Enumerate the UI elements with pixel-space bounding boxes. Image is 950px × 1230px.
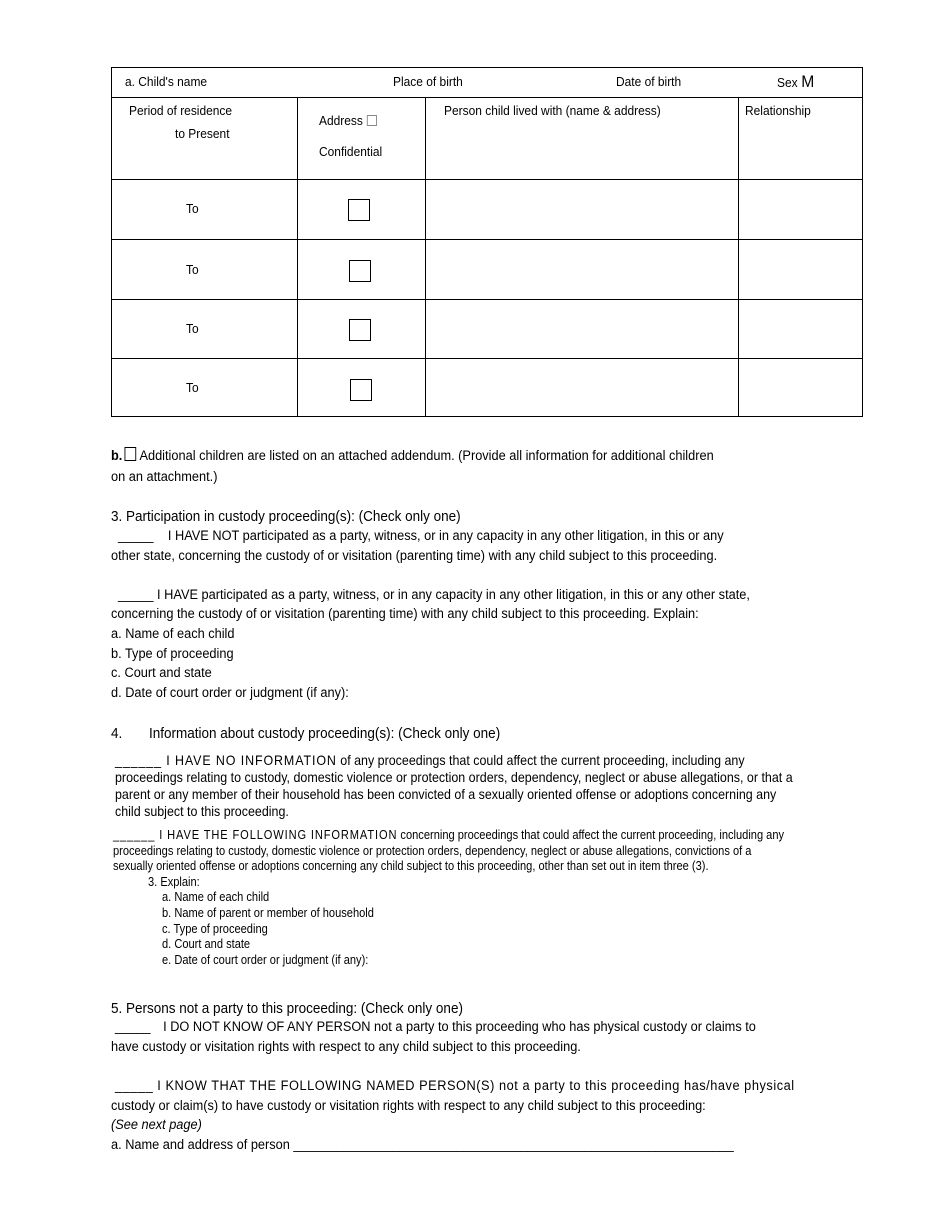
checkbox-icon <box>367 115 377 126</box>
confidential-label: Confidential <box>319 144 383 159</box>
see-next-page-note: (See next page) <box>111 1117 202 1133</box>
section-3-option-2: _____ I HAVE participated as a party, witness, or in any capacity in any other litigation, in this or any other state, <box>118 587 750 603</box>
table-divider <box>297 97 298 416</box>
no-information-lead: ______ I HAVE NO INFORMATION <box>115 752 337 768</box>
not-participated-blank[interactable]: _____ <box>118 528 154 544</box>
following-information-text: concerning proceedings that could affect the current proceeding, including any <box>397 828 785 842</box>
section-3-option-1 <box>118 527 724 547</box>
place-of-birth-label: Place of birth <box>393 74 463 89</box>
table-divider <box>112 299 862 300</box>
section-5-option-1-line2: have custody or visitation rights with respect to any child subject to this proceeding. <box>111 1039 581 1055</box>
section-4-option-1-line: proceedings relating to custody, domestic violence or protection orders, dependency, neglect or abuse allegations, or that a <box>115 769 793 785</box>
section-3-item: d. Date of court order or judgment (if any): <box>111 685 349 701</box>
section-3-option-2-line2: concerning the custody of or visitation (parenting time) with any child subject to this proceeding. Explain: <box>111 606 699 622</box>
period-residence-label: Period of residence <box>129 103 233 118</box>
table-divider <box>112 179 862 180</box>
date-of-birth-label: Date of birth <box>616 74 682 89</box>
section-3-item: a. Name of each child <box>111 626 235 642</box>
address-confidential-checkbox[interactable] <box>348 199 370 221</box>
residence-table <box>111 67 863 417</box>
section-5-option-1 <box>115 1018 756 1038</box>
table-divider <box>738 97 739 416</box>
address-confidential-checkbox[interactable] <box>350 379 372 401</box>
additional-children-text: Additional children are listed on an attached addendum. (Provide all information for additional children <box>139 448 714 464</box>
section-4-item: a. Name of each child <box>162 890 270 904</box>
section-4-option-2 <box>113 828 784 844</box>
section-4-item: c. Type of proceeding <box>162 922 268 936</box>
period-to-label: To <box>186 321 199 336</box>
table-divider <box>425 97 426 416</box>
section-5-option-2: _____ I KNOW THAT THE FOLLOWING NAMED PERSON(S) not a party to this proceeding has/have physical <box>115 1078 795 1094</box>
to-present-label: to Present <box>175 126 230 141</box>
section-4-title: Information about custody proceeding(s): (Check only one) <box>149 725 501 742</box>
period-to-label: To <box>186 201 199 216</box>
additional-children-line <box>111 447 714 467</box>
section-4-item: b. Name of parent or member of household <box>162 906 374 920</box>
section-3-item: b. Type of proceeding <box>111 646 234 662</box>
address-label: Address <box>319 113 363 128</box>
not-participated-text: I HAVE NOT participated as a party, witness, or in any capacity in any other litigation, in this or any <box>167 528 724 544</box>
relationship-label: Relationship <box>745 103 811 118</box>
name-address-blank[interactable]: ______________________________________________________________ <box>293 1137 734 1153</box>
section-4-explain: 3. Explain: <box>148 875 200 889</box>
person-lived-with-label: Person child lived with (name & address) <box>444 103 661 118</box>
section-4-option-2-line: proceedings relating to custody, domestic violence or protection orders, dependency, neglect or abuse allegations, convictions of a <box>113 844 752 858</box>
section-4-option-1-line: child subject to this proceeding. <box>115 803 289 819</box>
name-address-field <box>111 1136 734 1156</box>
section-4-number: 4. <box>111 725 123 742</box>
section-3-item: c. Court and state <box>111 665 212 681</box>
name-address-label: a. Name and address of person <box>111 1137 290 1153</box>
section-4-item: e. Date of court order or judgment (if any): <box>162 953 369 967</box>
additional-children-checkbox[interactable] <box>124 447 136 461</box>
section-5-option-2-line2: custody or claim(s) to have custody or visitation rights with respect to any child subject to this proceeding: <box>111 1098 706 1114</box>
following-information-lead: ______ I HAVE THE FOLLOWING INFORMATION <box>113 828 398 842</box>
period-to-label: To <box>186 380 199 395</box>
section-4-option-1-line: parent or any member of their household has been convicted of a sexually oriented offense or adoptions concerning any <box>115 786 777 802</box>
section-3-title: 3. Participation in custody proceeding(s): (Check only one) <box>111 508 461 525</box>
section-4-option-2-line: sexually oriented offense or adoptions concerning any child subject to this proceeding, other than set out in item three (3). <box>113 859 709 873</box>
address-confidential-header <box>319 113 377 128</box>
address-confidential-checkbox[interactable] <box>349 260 371 282</box>
item-b-letter: b. <box>111 448 123 464</box>
section-4-option-1 <box>115 752 745 769</box>
table-divider <box>112 239 862 240</box>
section-4-item: d. Court and state <box>162 937 251 951</box>
do-not-know-text: I DO NOT KNOW OF ANY PERSON not a party to this proceeding who has physical custody or claims to <box>163 1019 756 1035</box>
no-information-text: of any proceedings that could affect the current proceeding, including any <box>336 752 745 768</box>
sex-label: Sex <box>777 75 798 90</box>
address-confidential-checkbox[interactable] <box>349 319 371 341</box>
child-name-label: a. Child's name <box>125 74 208 89</box>
do-not-know-blank[interactable]: _____ <box>115 1019 151 1035</box>
sex-field <box>777 72 814 92</box>
sex-value: M <box>801 72 815 91</box>
section-5-title: 5. Persons not a party to this proceeding: (Check only one) <box>111 1000 463 1017</box>
section-3-option-1-line2: other state, concerning the custody of or visitation (parenting time) with any child subject to this proceeding. <box>111 548 718 564</box>
additional-children-line2: on an attachment.) <box>111 469 218 485</box>
table-divider <box>112 97 862 98</box>
table-divider <box>112 358 862 359</box>
period-to-label: To <box>186 262 199 277</box>
